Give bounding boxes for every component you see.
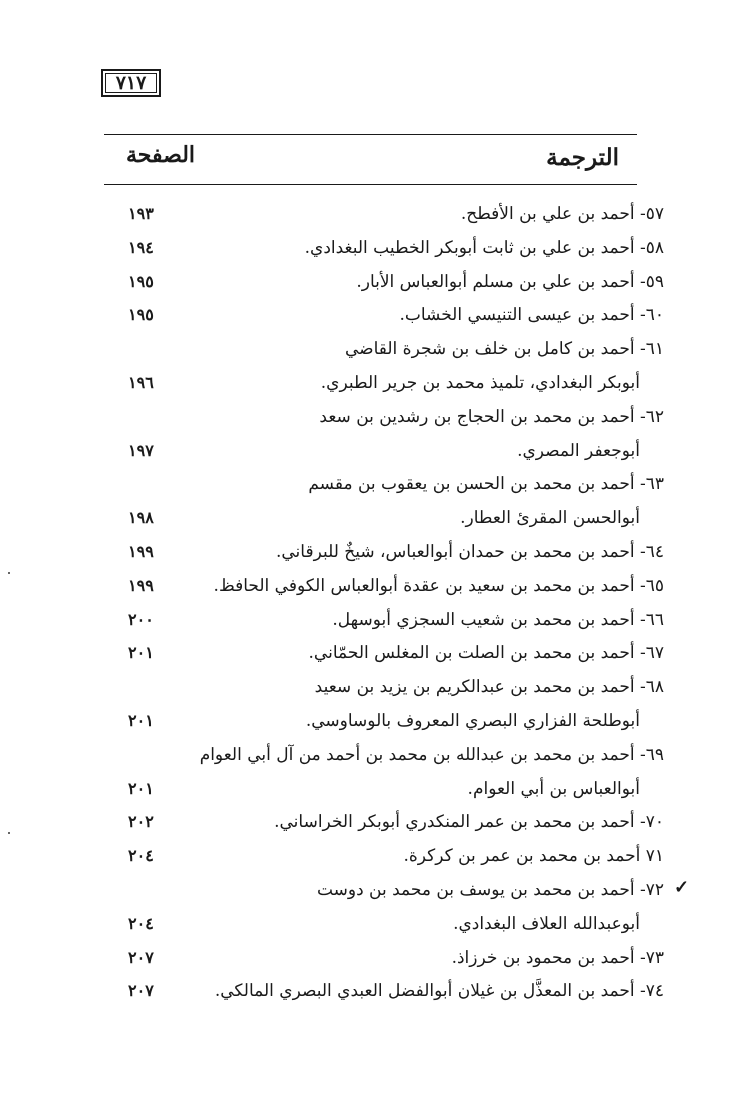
toc-row: [104, 202, 664, 236]
toc-entry-text: ٧٢- أحمد بن محمد بن يوسف بن محمد بن دوست: [316, 879, 664, 900]
toc-list: [104, 202, 664, 1013]
toc-row: [104, 743, 664, 777]
toc-row-continuation: [104, 371, 664, 405]
toc-row: [104, 810, 664, 844]
toc-entry-text: ٧١ أحمد بن محمد بن عمر بن كركرة.: [403, 846, 664, 867]
toc-entry-text: ٦٦- أحمد بن محمد بن شعيب السجزي أبوسهل.: [332, 609, 664, 630]
toc-entry-text: ٧٣- أحمد بن محمود بن خرزاذ.: [451, 947, 664, 968]
toc-row: [104, 979, 664, 1013]
table-header: [104, 140, 637, 180]
toc-page-number: ١٩٥: [128, 271, 154, 291]
toc-row: [104, 303, 664, 337]
toc-row: [104, 540, 664, 574]
toc-entry-text: أبوبكر البغدادي، تلميذ محمد بن جرير الطبري.: [320, 372, 640, 393]
toc-page-number: ١٩٥: [128, 305, 154, 325]
toc-entry-text: ٥٨- أحمد بن علي بن ثابت أبوبكر الخطيب البغدادي.: [304, 237, 664, 258]
toc-row-continuation: [104, 439, 664, 473]
toc-row: [104, 878, 664, 912]
toc-row-continuation: [104, 506, 664, 540]
toc-row: [104, 270, 664, 304]
toc-row-continuation: [104, 777, 664, 811]
toc-entry-text: أبوجعفر المصري.: [517, 440, 640, 461]
toc-entry-text: ٦٠- أحمد بن عيسى التنيسي الخشاب.: [399, 305, 664, 326]
toc-row: [104, 472, 664, 506]
toc-entry-text: ٦٩- أحمد بن محمد بن عبدالله بن محمد بن أحمد من آل أبي العوام: [199, 744, 664, 765]
header-top-rule: [104, 134, 637, 135]
toc-row: [104, 608, 664, 642]
toc-entry-text: أبوالعباس بن أبي العوام.: [467, 778, 640, 799]
toc-row: [104, 574, 664, 608]
column-page-heading: الصفحة: [126, 142, 196, 168]
check-mark-icon: ✓: [674, 877, 690, 898]
toc-page-number: ٢٠٤: [128, 913, 154, 933]
toc-page-number: ٢٠٧: [128, 981, 154, 1001]
column-title-heading: الترجمة: [546, 144, 619, 171]
toc-page-number: ١٩٩: [128, 541, 154, 561]
toc-page-number: ٢٠١: [128, 710, 154, 730]
toc-entry-text: ٦٨- أحمد بن محمد بن عبدالكريم بن يزيد بن سعيد: [314, 677, 664, 698]
page-number-box: [101, 69, 161, 97]
page-number: ٧١٧: [115, 72, 147, 94]
toc-page-number: ١٩٦: [128, 372, 154, 392]
toc-entry-text: أبوطلحة الفزاري البصري المعروف بالوساوسي.: [305, 710, 640, 731]
toc-entry-text: أبوالحسن المقرئ العطار.: [460, 508, 640, 529]
toc-page-number: ٢٠١: [128, 643, 154, 663]
toc-entry-text: ٦٢- أحمد بن محمد بن الحجاج بن رشدين بن سعد: [319, 406, 664, 427]
toc-page-number: ٢٠٧: [128, 947, 154, 967]
margin-dot: [8, 572, 10, 574]
toc-page-number: ٢٠١: [128, 778, 154, 798]
toc-row: [104, 405, 664, 439]
toc-page-number: ٢٠٠: [128, 609, 154, 629]
header-bottom-rule: [104, 184, 637, 185]
toc-entry-text: ٦٥- أحمد بن محمد بن سعيد بن عقدة أبوالعباس الكوفي الحافظ.: [213, 575, 664, 596]
toc-page-number: ١٩٩: [128, 575, 154, 595]
toc-page-number: ١٩٣: [128, 204, 154, 223]
toc-page-number: ١٩٤: [128, 237, 154, 257]
toc-entry-text: ٦٤- أحمد بن محمد بن حمدان أبوالعباس، شيخٌ للبرقاني.: [275, 541, 664, 562]
toc-entry-text: ٥٧- أحمد بن علي بن الأفطح.: [460, 204, 664, 224]
toc-page-number: ١٩٨: [128, 508, 154, 528]
toc-entry-text: ٦٧- أحمد بن محمد بن الصلت بن المغلس الحمّاني.: [308, 643, 664, 664]
toc-entry-text: ٧٠- أحمد بن محمد بن عمر المنكدري أبوبكر الخراساني.: [274, 812, 664, 833]
toc-entry-text: ٧٤- أحمد بن المعذَّل بن غيلان أبوالفضل العبدي البصري المالكي.: [214, 981, 664, 1002]
toc-row: [104, 337, 664, 371]
toc-row: [104, 236, 664, 270]
toc-entry-text: ٦٣- أحمد بن محمد بن الحسن بن يعقوب بن مقسم: [308, 474, 664, 495]
toc-row: [104, 844, 664, 878]
toc-page-number: ٢٠٤: [128, 846, 154, 866]
toc-entry-text: ٥٩- أحمد بن علي بن مسلم أبوالعباس الأبار.: [356, 271, 664, 292]
toc-row-continuation: [104, 709, 664, 743]
toc-row-continuation: [104, 912, 664, 946]
toc-entry-text: أبوعبدالله العلاف البغدادي.: [453, 913, 640, 934]
toc-row: [104, 641, 664, 675]
toc-page-number: ٢٠٢: [128, 812, 154, 832]
toc-row: [104, 946, 664, 980]
margin-dot: [8, 832, 10, 834]
toc-entry-text: ٦١- أحمد بن كامل بن خلف بن شجرة القاضي: [344, 339, 664, 360]
toc-page-number: ١٩٧: [128, 440, 154, 460]
toc-row: [104, 675, 664, 709]
